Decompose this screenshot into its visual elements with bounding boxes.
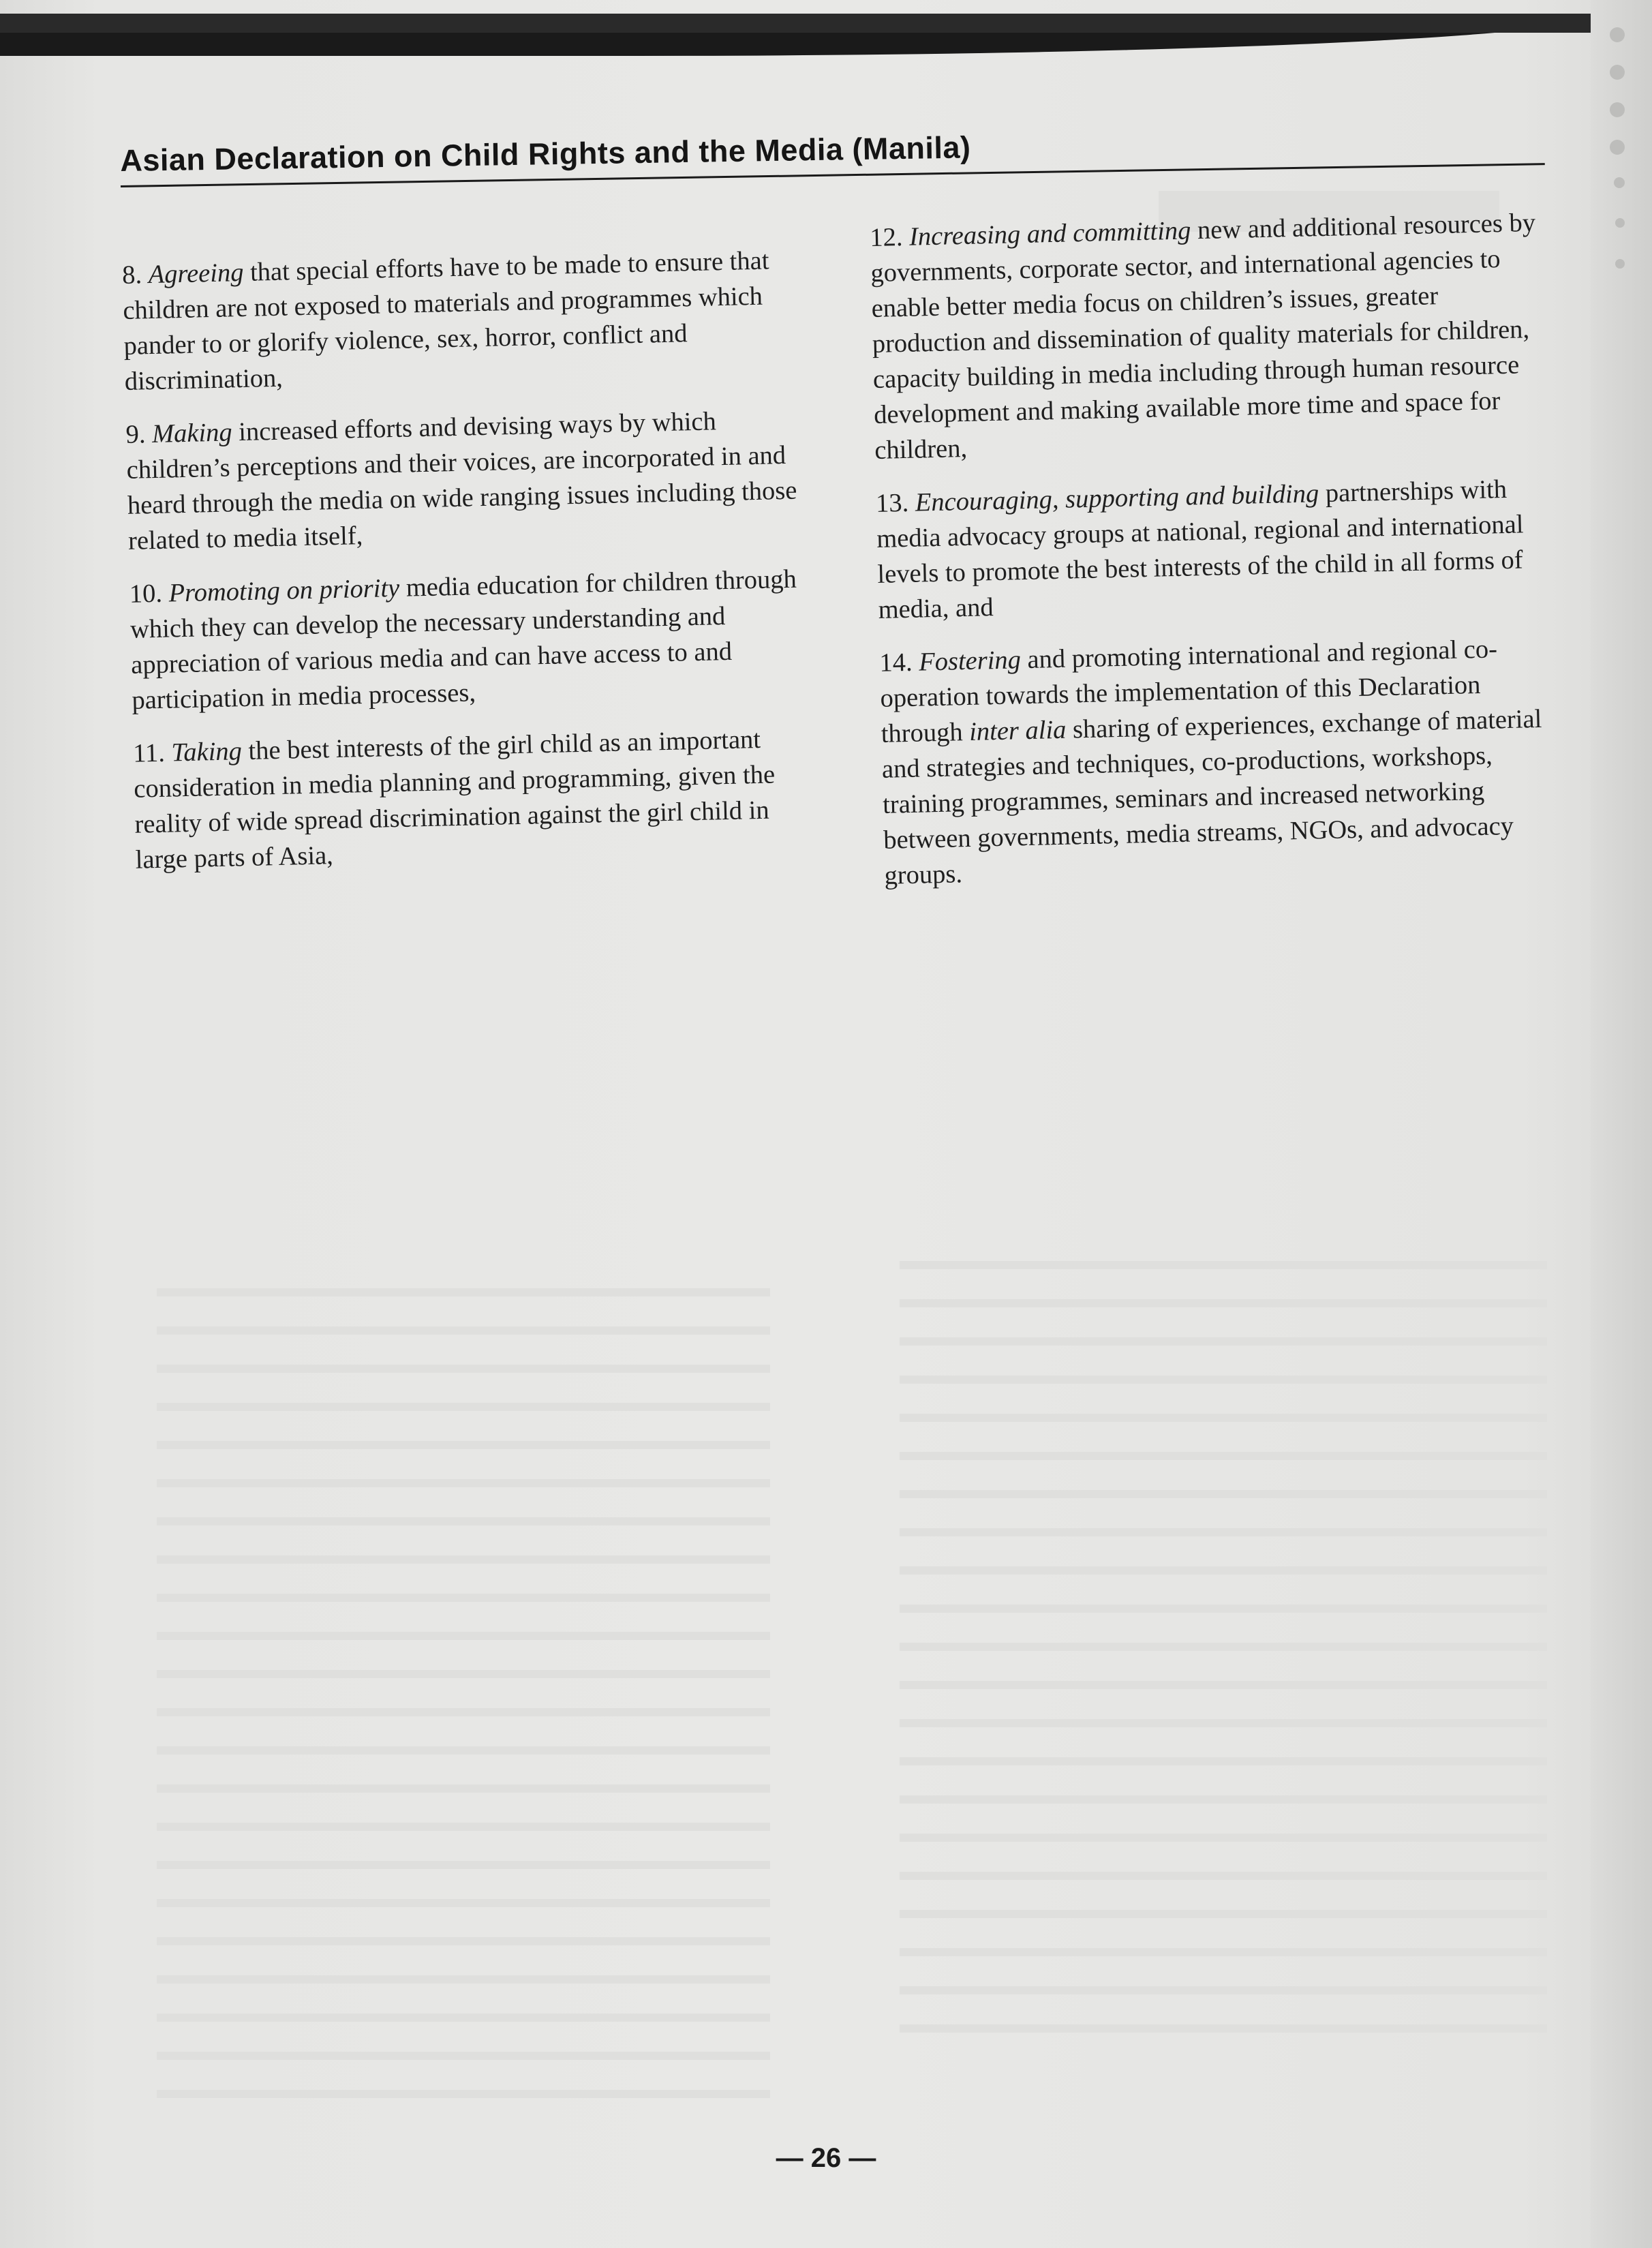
- page-title: Asian Declaration on Child Rights and the Media (Manila): [120, 121, 1545, 187]
- page-number: — 26 —: [776, 2143, 876, 2173]
- show-through-text-block: [900, 1241, 1547, 2045]
- clause-12: 12. Increasing and committing new and additional resources by governments, corporate sector, and international agencies to enable better media focus on children’s issues, greater production and dissemination of quality materials for children, capacity building in media including through human resource development and making available more time and space for children,: [869, 208, 1536, 465]
- declaration-body: [121, 205, 1545, 890]
- clause-14: 14. Fostering and promoting international and regional co-operation towards the implementation of this Declaration through inter alia sharing of experiences, exchange of material and strategies and techniques, co-productions, workshops, training programmes, seminars and increased networking between governments, media streams, NGOs, and advocacy groups.: [878, 635, 1542, 890]
- binding-bar: [0, 14, 1598, 56]
- left-column: [122, 242, 818, 895]
- clause-9: 9. Making increased efforts and devising ways by which children’s perceptions and their voices, are incorporated in and heard through the media on wide ranging issues including those related to media itself,: [125, 407, 797, 556]
- clause-11: 11. Taking the best interests of the girl child as an important consideration in media planning and programming, given the reality of wide spread discrimination against the girl child in large parts of Asia,: [132, 725, 776, 875]
- clause-8: 8. Agreeing that special efforts have to be made to ensure that children are not exposed to materials and programmes which pander to or glorify violence, sex, horror, conflict and discrimination,: [121, 246, 769, 396]
- clause-10: 10. Promoting on priority media education for children through which they can develop the necessary understanding and appreciation of various media and can have access to and participation in media processes,: [129, 564, 797, 715]
- page-header: [120, 121, 1545, 187]
- page-edge: [1591, 0, 1652, 2248]
- show-through-text-block: [157, 1268, 770, 2120]
- right-column: [870, 204, 1567, 911]
- clause-13: 13. Encouraging, supporting and building partnerships with media advocacy groups at national, regional and international levels to promote the best interests of the child in all forms of media, and: [875, 474, 1524, 624]
